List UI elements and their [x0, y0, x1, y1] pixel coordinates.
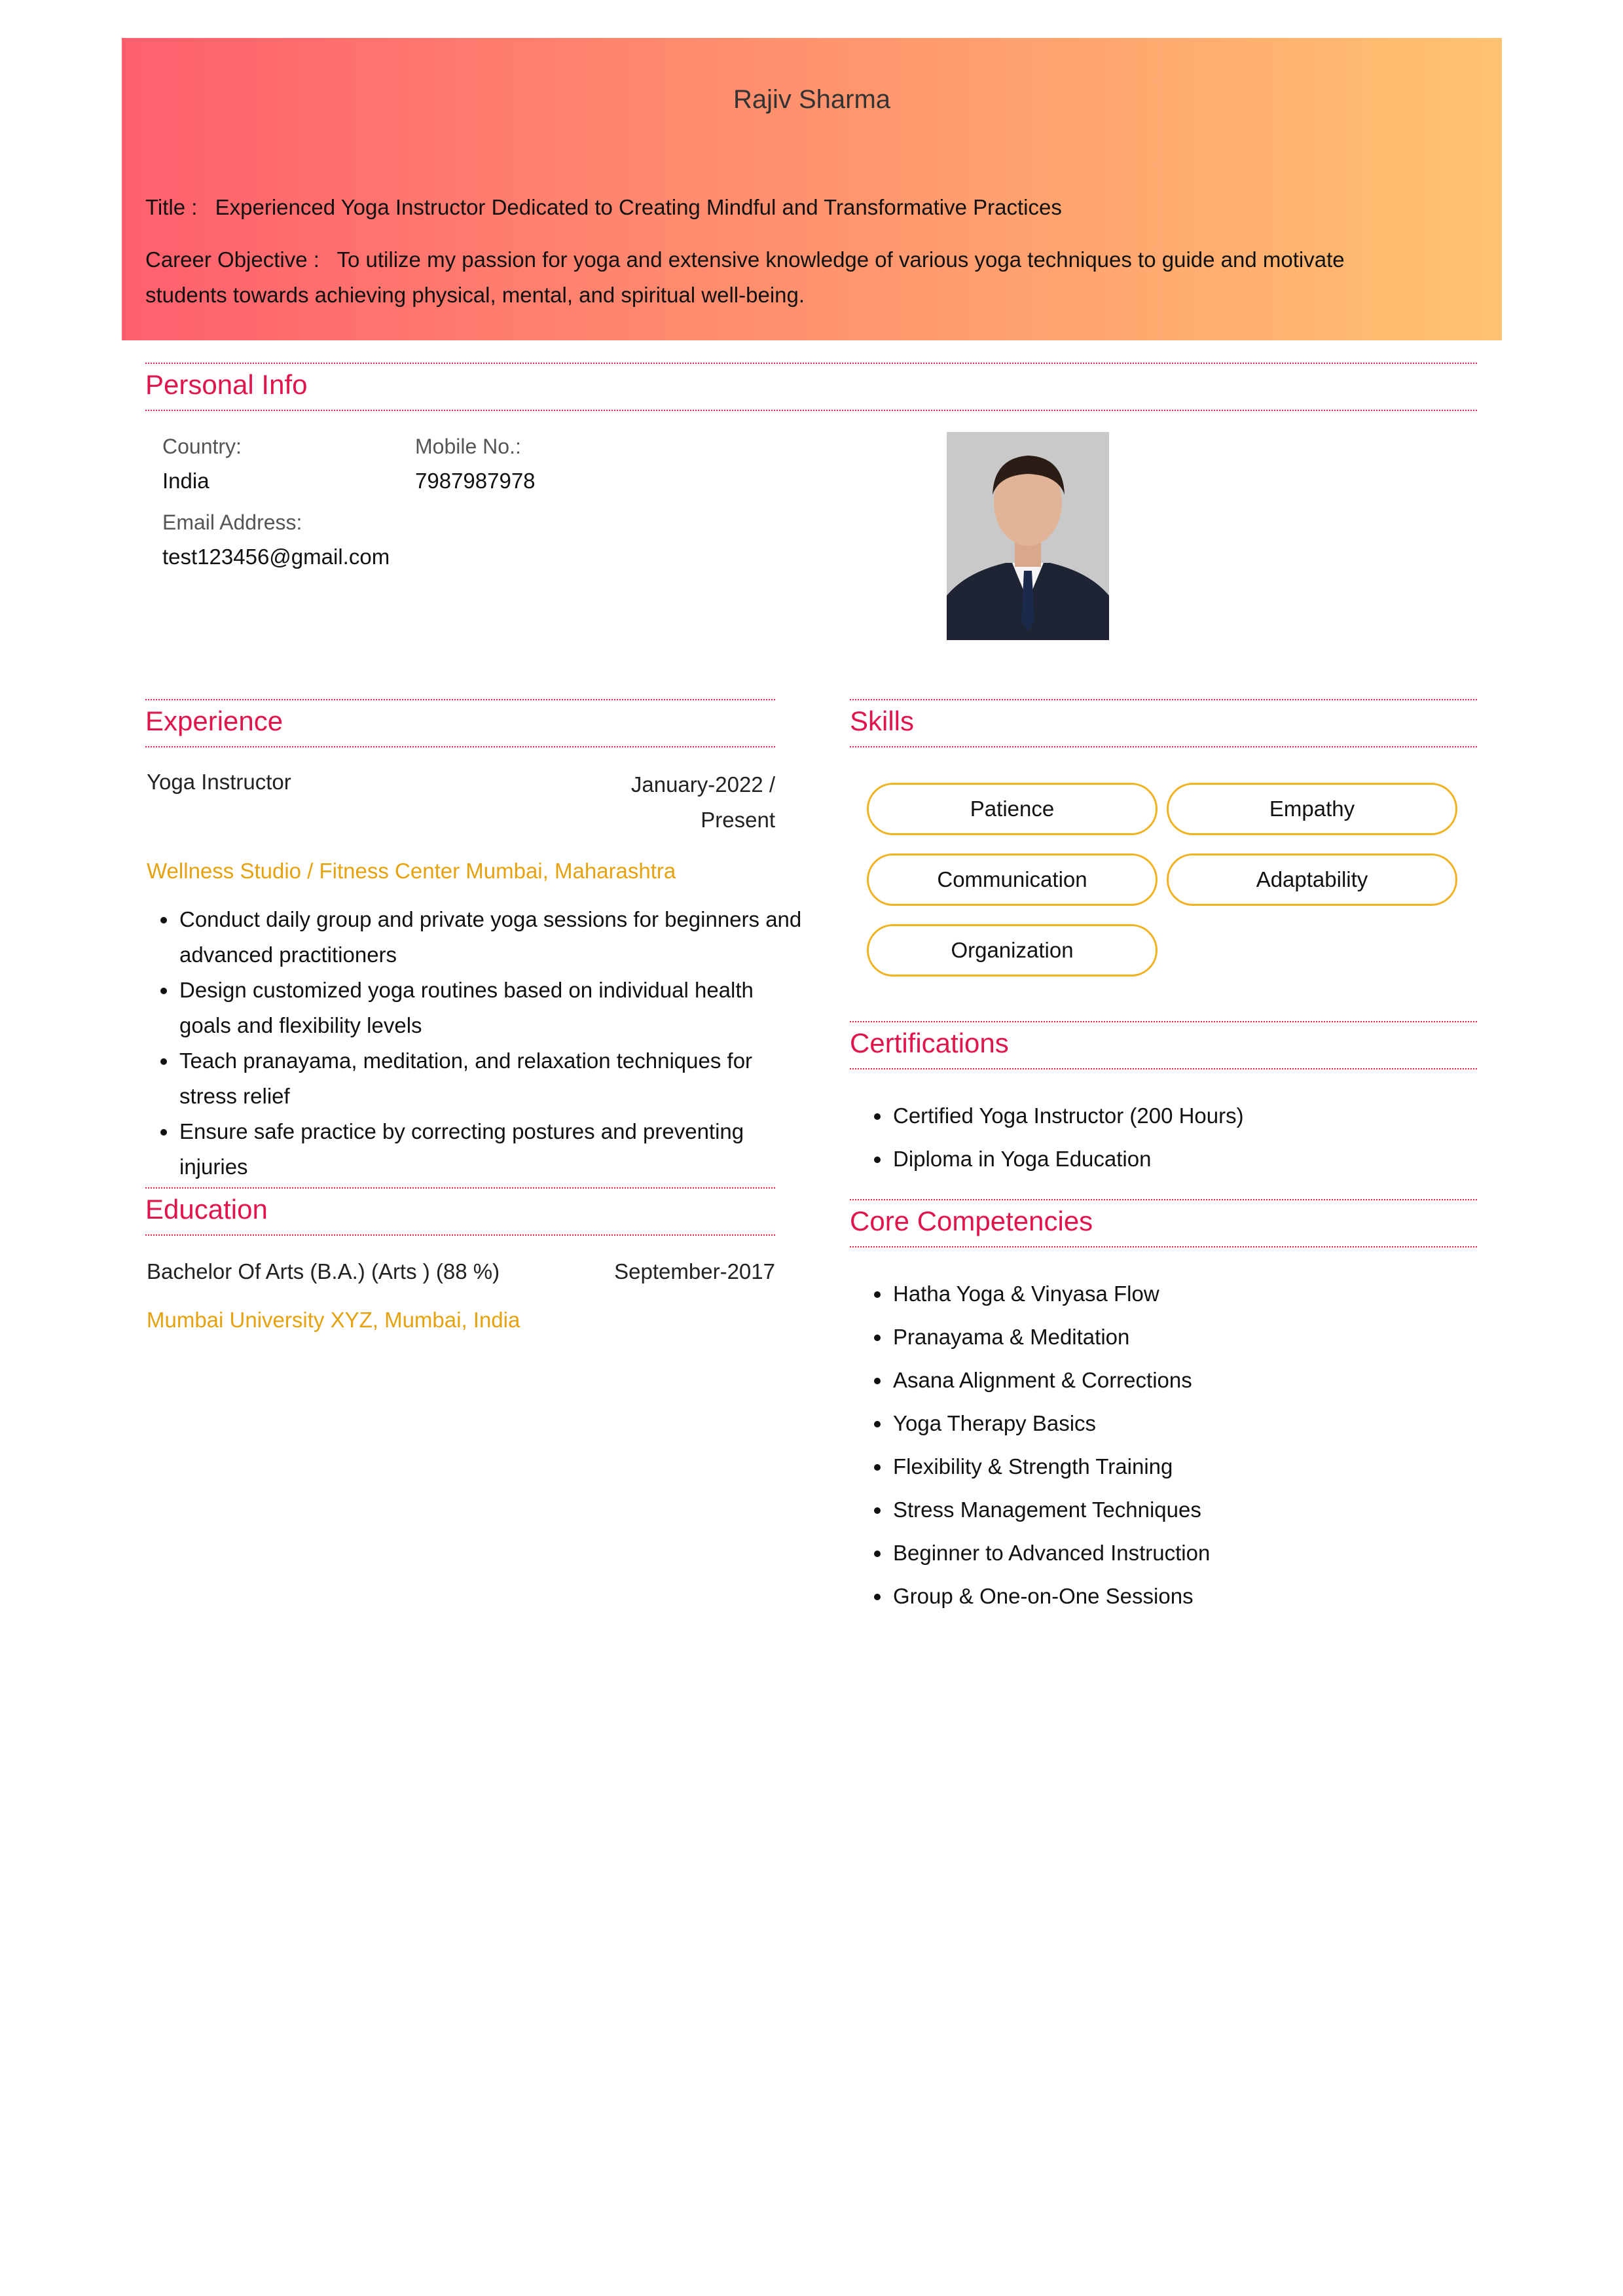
- list-item: • Diploma in Yoga Education: [892, 1138, 1507, 1181]
- email-label: Email Address:: [162, 511, 302, 534]
- personal-info-heading: [145, 363, 1477, 411]
- mobile-value: 7987987978: [415, 469, 536, 493]
- job-date-start: January-2022 /: [630, 772, 775, 797]
- objective-label: Career Objective :: [145, 247, 319, 272]
- skills-title: Skills: [850, 706, 915, 736]
- resume-header: [122, 38, 1502, 340]
- job-title: Yoga Instructor: [147, 770, 291, 794]
- competencies-list: [860, 1272, 1507, 1618]
- list-item: • Teach pranayama, meditation, and relaxation techniques for stress relief: [178, 1043, 807, 1114]
- job-date-end: Present: [701, 808, 775, 832]
- list-item: • Certified Yoga Instructor (200 Hours): [892, 1094, 1507, 1138]
- certifications-list: [860, 1094, 1507, 1181]
- list-item: • Yoga Therapy Basics: [892, 1402, 1507, 1445]
- competencies-title: Core Competencies: [850, 1206, 1093, 1236]
- education-school: Mumbai University XYZ, Mumbai, India: [147, 1308, 520, 1332]
- profile-photo: [947, 432, 1109, 640]
- experience-bullets: [147, 902, 807, 1185]
- title-line: [145, 190, 1430, 225]
- title-value: Experienced Yoga Instructor Dedicated to Creating Mindful and Transformative Practices: [215, 195, 1062, 219]
- candidate-name: Rajiv Sharma: [733, 85, 891, 114]
- company-name: Wellness Studio / Fitness Center Mumbai, Maharashtra: [147, 859, 676, 883]
- education-title: Education: [145, 1194, 268, 1225]
- skill-pill: Patience: [867, 783, 1158, 835]
- list-item: • Design customized yoga routines based on individual health goals and flexibility levels: [178, 973, 807, 1043]
- profile-photo-image: [947, 432, 1109, 640]
- education-degree: Bachelor Of Arts (B.A.) (Arts ) (88 %): [147, 1259, 500, 1283]
- list-item: • Beginner to Advanced Instruction: [892, 1532, 1507, 1575]
- competencies-heading: [850, 1199, 1477, 1247]
- skills-heading: [850, 699, 1477, 747]
- skill-pill: Communication: [867, 853, 1158, 906]
- career-objective: [145, 242, 1430, 313]
- list-item: • Flexibility & Strength Training: [892, 1445, 1507, 1488]
- email-value: test123456@gmail.com: [162, 545, 390, 569]
- skill-pill: Empathy: [1167, 783, 1457, 835]
- certifications-title: Certifications: [850, 1028, 1009, 1058]
- experience-heading: [145, 699, 775, 747]
- list-item: • Conduct daily group and private yoga sessions for beginners and advanced practitioners: [178, 902, 807, 973]
- skill-pill: Organization: [867, 924, 1158, 977]
- certifications-heading: [850, 1021, 1477, 1069]
- list-item: • Ensure safe practice by correcting postures and preventing injuries: [178, 1114, 807, 1185]
- objective-value: To utilize my passion for yoga and extensive knowledge of various yoga techniques to guide and motivate students towards achieving physical, mental, and spiritual well-being.: [145, 247, 1345, 307]
- skill-pill: Adaptability: [1167, 853, 1457, 906]
- title-label: Title :: [145, 195, 198, 219]
- list-item: • Stress Management Techniques: [892, 1488, 1507, 1532]
- job-date: [589, 767, 775, 838]
- education-heading: [145, 1187, 775, 1236]
- list-item: • Pranayama & Meditation: [892, 1316, 1507, 1359]
- country-value: India: [162, 469, 210, 493]
- list-item: • Hatha Yoga & Vinyasa Flow: [892, 1272, 1507, 1316]
- country-label: Country:: [162, 435, 242, 458]
- list-item: • Asana Alignment & Corrections: [892, 1359, 1507, 1402]
- mobile-label: Mobile No.:: [415, 435, 521, 458]
- personal-info-title: Personal Info: [145, 369, 308, 400]
- education-date: September-2017: [614, 1259, 775, 1283]
- list-item: • Group & One-on-One Sessions: [892, 1575, 1507, 1618]
- experience-title: Experience: [145, 706, 283, 736]
